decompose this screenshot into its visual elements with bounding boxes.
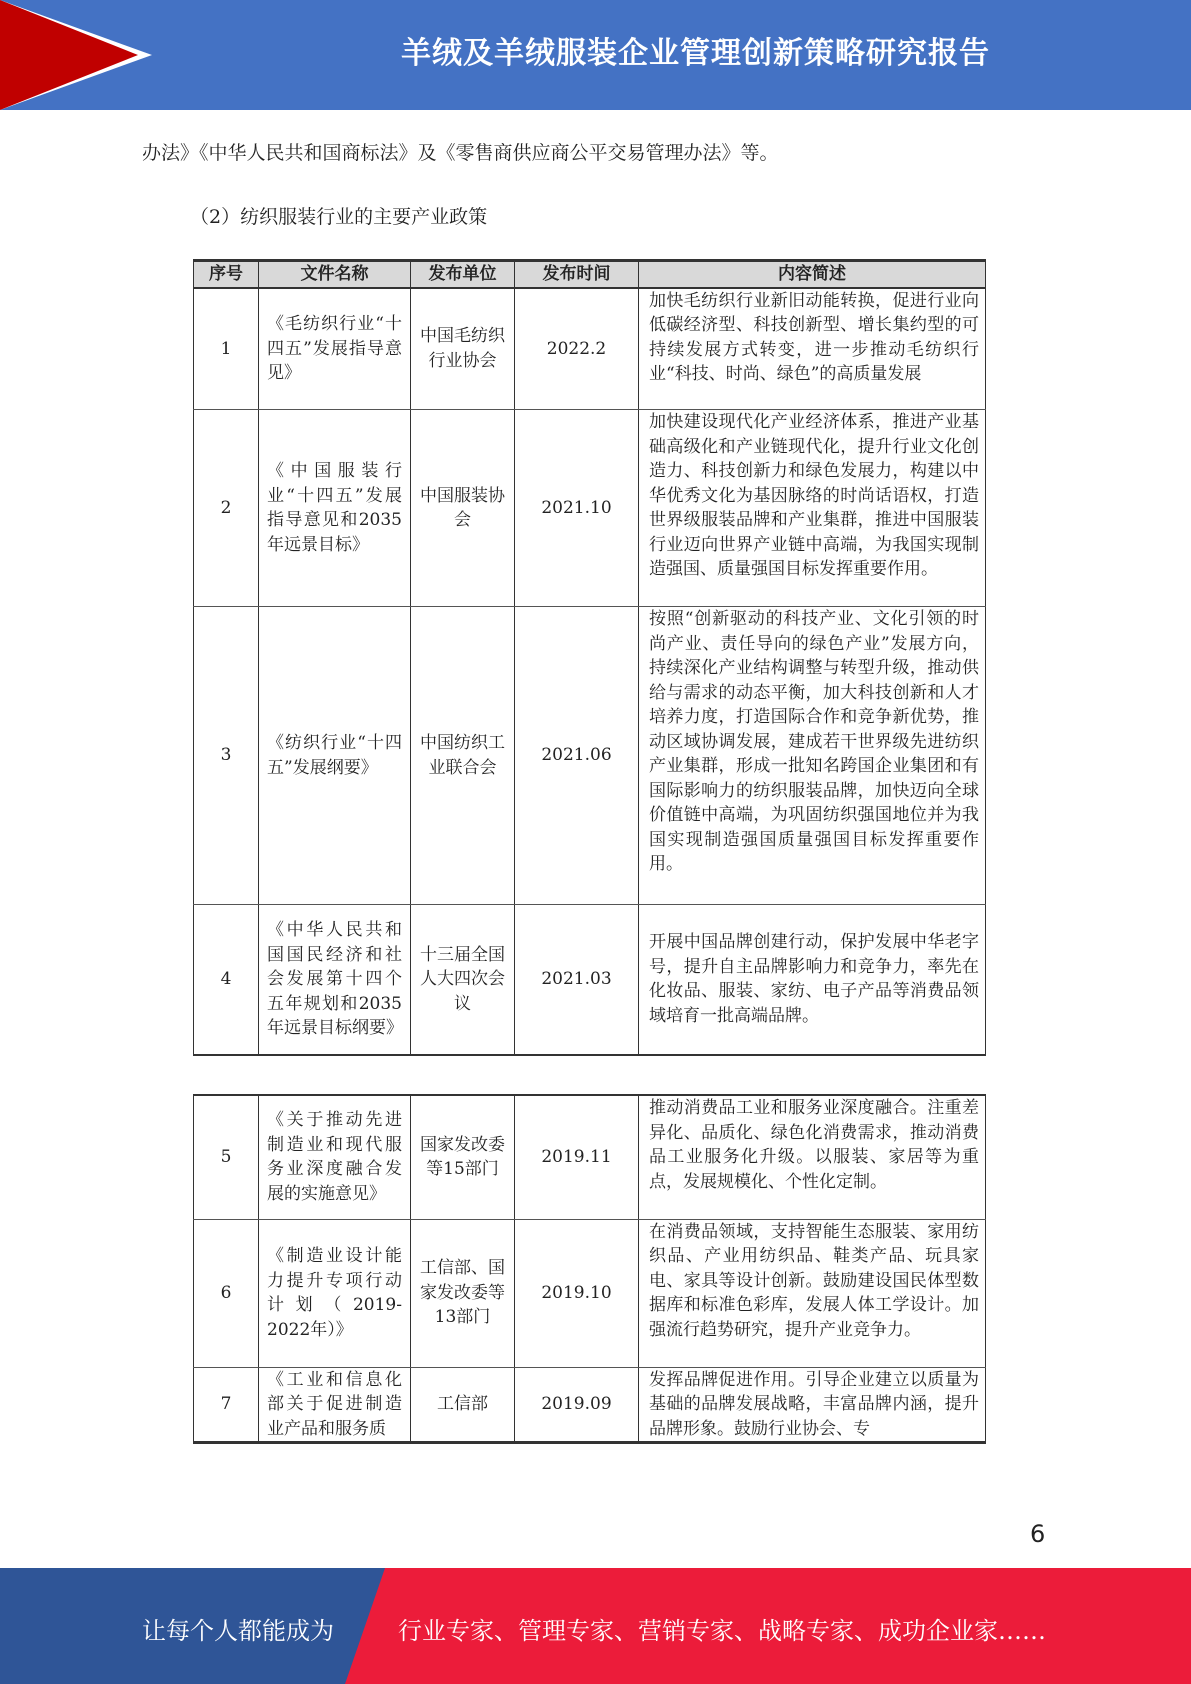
report-title: 羊绒及羊绒服装企业管理创新策略研究报告 [401, 36, 990, 71]
row-name: 《工业和信息化部关于促进制造业产品和服务质 [259, 1367, 411, 1443]
header-issuer: 发布单位 [411, 261, 515, 288]
header-name: 文件名称 [259, 261, 411, 288]
row-no: 6 [194, 1219, 259, 1367]
row-desc: 开展中国品牌创建行动，保护发展中华老字号，提升自主品牌影响力和竞争力，率先在化妆品、服装、家纺、电子产品等消费品领域培育一批高端品牌。 [639, 905, 986, 1055]
row-date: 2019.09 [515, 1367, 639, 1443]
row-desc: 加快建设现代化产业经济体系，推进产业基础高级化和产业链现代化，提升行业文化创造力、科技创新力和绿色发展力，构建以中华优秀文化为基因脉络的时尚话语权，打造世界级服装品牌和产业集群，推进中国服装行业迈向世界产业链中高端，为我国实现制造强国、质量强国目标发挥重要作用。 [639, 410, 986, 607]
row-name: 《毛纺织行业“十四五”发展指导意见》 [259, 288, 411, 410]
row-issuer: 工信部、国家发改委等13部门 [411, 1219, 515, 1367]
row-no: 2 [194, 410, 259, 607]
header-desc: 内容简述 [639, 261, 986, 288]
table-row [194, 607, 986, 905]
row-issuer: 中国服装协会 [411, 410, 515, 607]
row-issuer: 十三届全国人大四次会议 [411, 905, 515, 1055]
table-row [194, 288, 986, 410]
row-desc: 推动消费品工业和服务业深度融合。注重差异化、品质化、绿色化消费需求，推动消费品工业服务化升级。以服装、家居等为重点，发展规模化、个性化定制。 [639, 1095, 986, 1219]
row-name: 《纺织行业“十四五”发展纲要》 [259, 607, 411, 905]
table-header-row [194, 261, 986, 288]
page-number: 6 [1030, 1520, 1046, 1548]
header-date: 发布时间 [515, 261, 639, 288]
row-name: 《关于推动先进制造业和现代服务业深度融合发展的实施意见》 [259, 1095, 411, 1219]
header-arrow-icon [0, 0, 138, 110]
row-no: 1 [194, 288, 259, 410]
footer-slogan-right: 行业专家、管理专家、营销专家、战略专家、成功企业家…… [398, 1617, 1046, 1645]
row-name: 《制造业设计能力提升专项行动计划（2019-2022年）》 [259, 1219, 411, 1367]
table-row [194, 905, 986, 1055]
row-desc: 在消费品领域，支持智能生态服装、家用纺织品、产业用纺织品、鞋类产品、玩具家电、家具等设计创新。鼓励建设国民体型数据库和标准色彩库，发展人体工学设计。加强流行趋势研究，提升产业竞争力。 [639, 1219, 986, 1367]
row-desc: 按照“创新驱动的科技产业、文化引领的时尚产业、责任导向的绿色产业”发展方向，持续深化产业结构调整与转型升级，推动供给与需求的动态平衡，加大科技创新和人才培养力度，打造国际合作和竞争新优势，推动区域协调发展，建成若干世界级先进纺织产业集群，形成一批知名跨国企业集团和有国际影响力的纺织服装品牌，加快迈向全球价值链中高端，为巩固纺织强国地位并为我国实现制造强国质量强国目标发挥重要作用。 [639, 607, 986, 905]
row-name: 《中国服装行业“十四五”发展指导意见和2035年远景目标》 [259, 410, 411, 607]
row-date: 2021.06 [515, 607, 639, 905]
row-no: 7 [194, 1367, 259, 1443]
row-issuer: 工信部 [411, 1367, 515, 1443]
row-issuer: 中国纺织工业联合会 [411, 607, 515, 905]
footer-slogan-left: 让每个人都能成为 [142, 1617, 334, 1645]
row-name: 《中华人民共和国国民经济和社会发展第十四个五年规划和2035年远景目标纲要》 [259, 905, 411, 1055]
page-footer [0, 1568, 1191, 1684]
row-date: 2021.10 [515, 410, 639, 607]
row-no: 3 [194, 607, 259, 905]
policy-table-part-1 [193, 259, 986, 1056]
row-desc: 发挥品牌促进作用。引导企业建立以质量为基础的品牌发展战略，丰富品牌内涵，提升品牌形象。鼓励行业协会、专 [639, 1367, 986, 1443]
row-date: 2021.03 [515, 905, 639, 1055]
row-desc: 加快毛纺织行业新旧动能转换，促进行业向低碳经济型、科技创新型、增长集约型的可持续发展方式转变，进一步推动毛纺织行业“科技、时尚、绿色”的高质量发展 [639, 288, 986, 410]
table-row [194, 410, 986, 607]
policy-table-part-2 [193, 1094, 986, 1444]
table-row [194, 1095, 986, 1219]
row-date: 2022.2 [515, 288, 639, 410]
table-row [194, 1367, 986, 1443]
header-no: 序号 [194, 261, 259, 288]
section-heading: （2）纺织服装行业的主要产业政策 [190, 206, 488, 228]
row-no: 5 [194, 1095, 259, 1219]
row-date: 2019.11 [515, 1095, 639, 1219]
page-header [0, 0, 1191, 110]
row-issuer: 国家发改委等15部门 [411, 1095, 515, 1219]
row-issuer: 中国毛纺织行业协会 [411, 288, 515, 410]
row-no: 4 [194, 905, 259, 1055]
intro-paragraph: 办法》《中华人民共和国商标法》及《零售商供应商公平交易管理办法》等。 [142, 142, 779, 164]
row-date: 2019.10 [515, 1219, 639, 1367]
table-row [194, 1219, 986, 1367]
